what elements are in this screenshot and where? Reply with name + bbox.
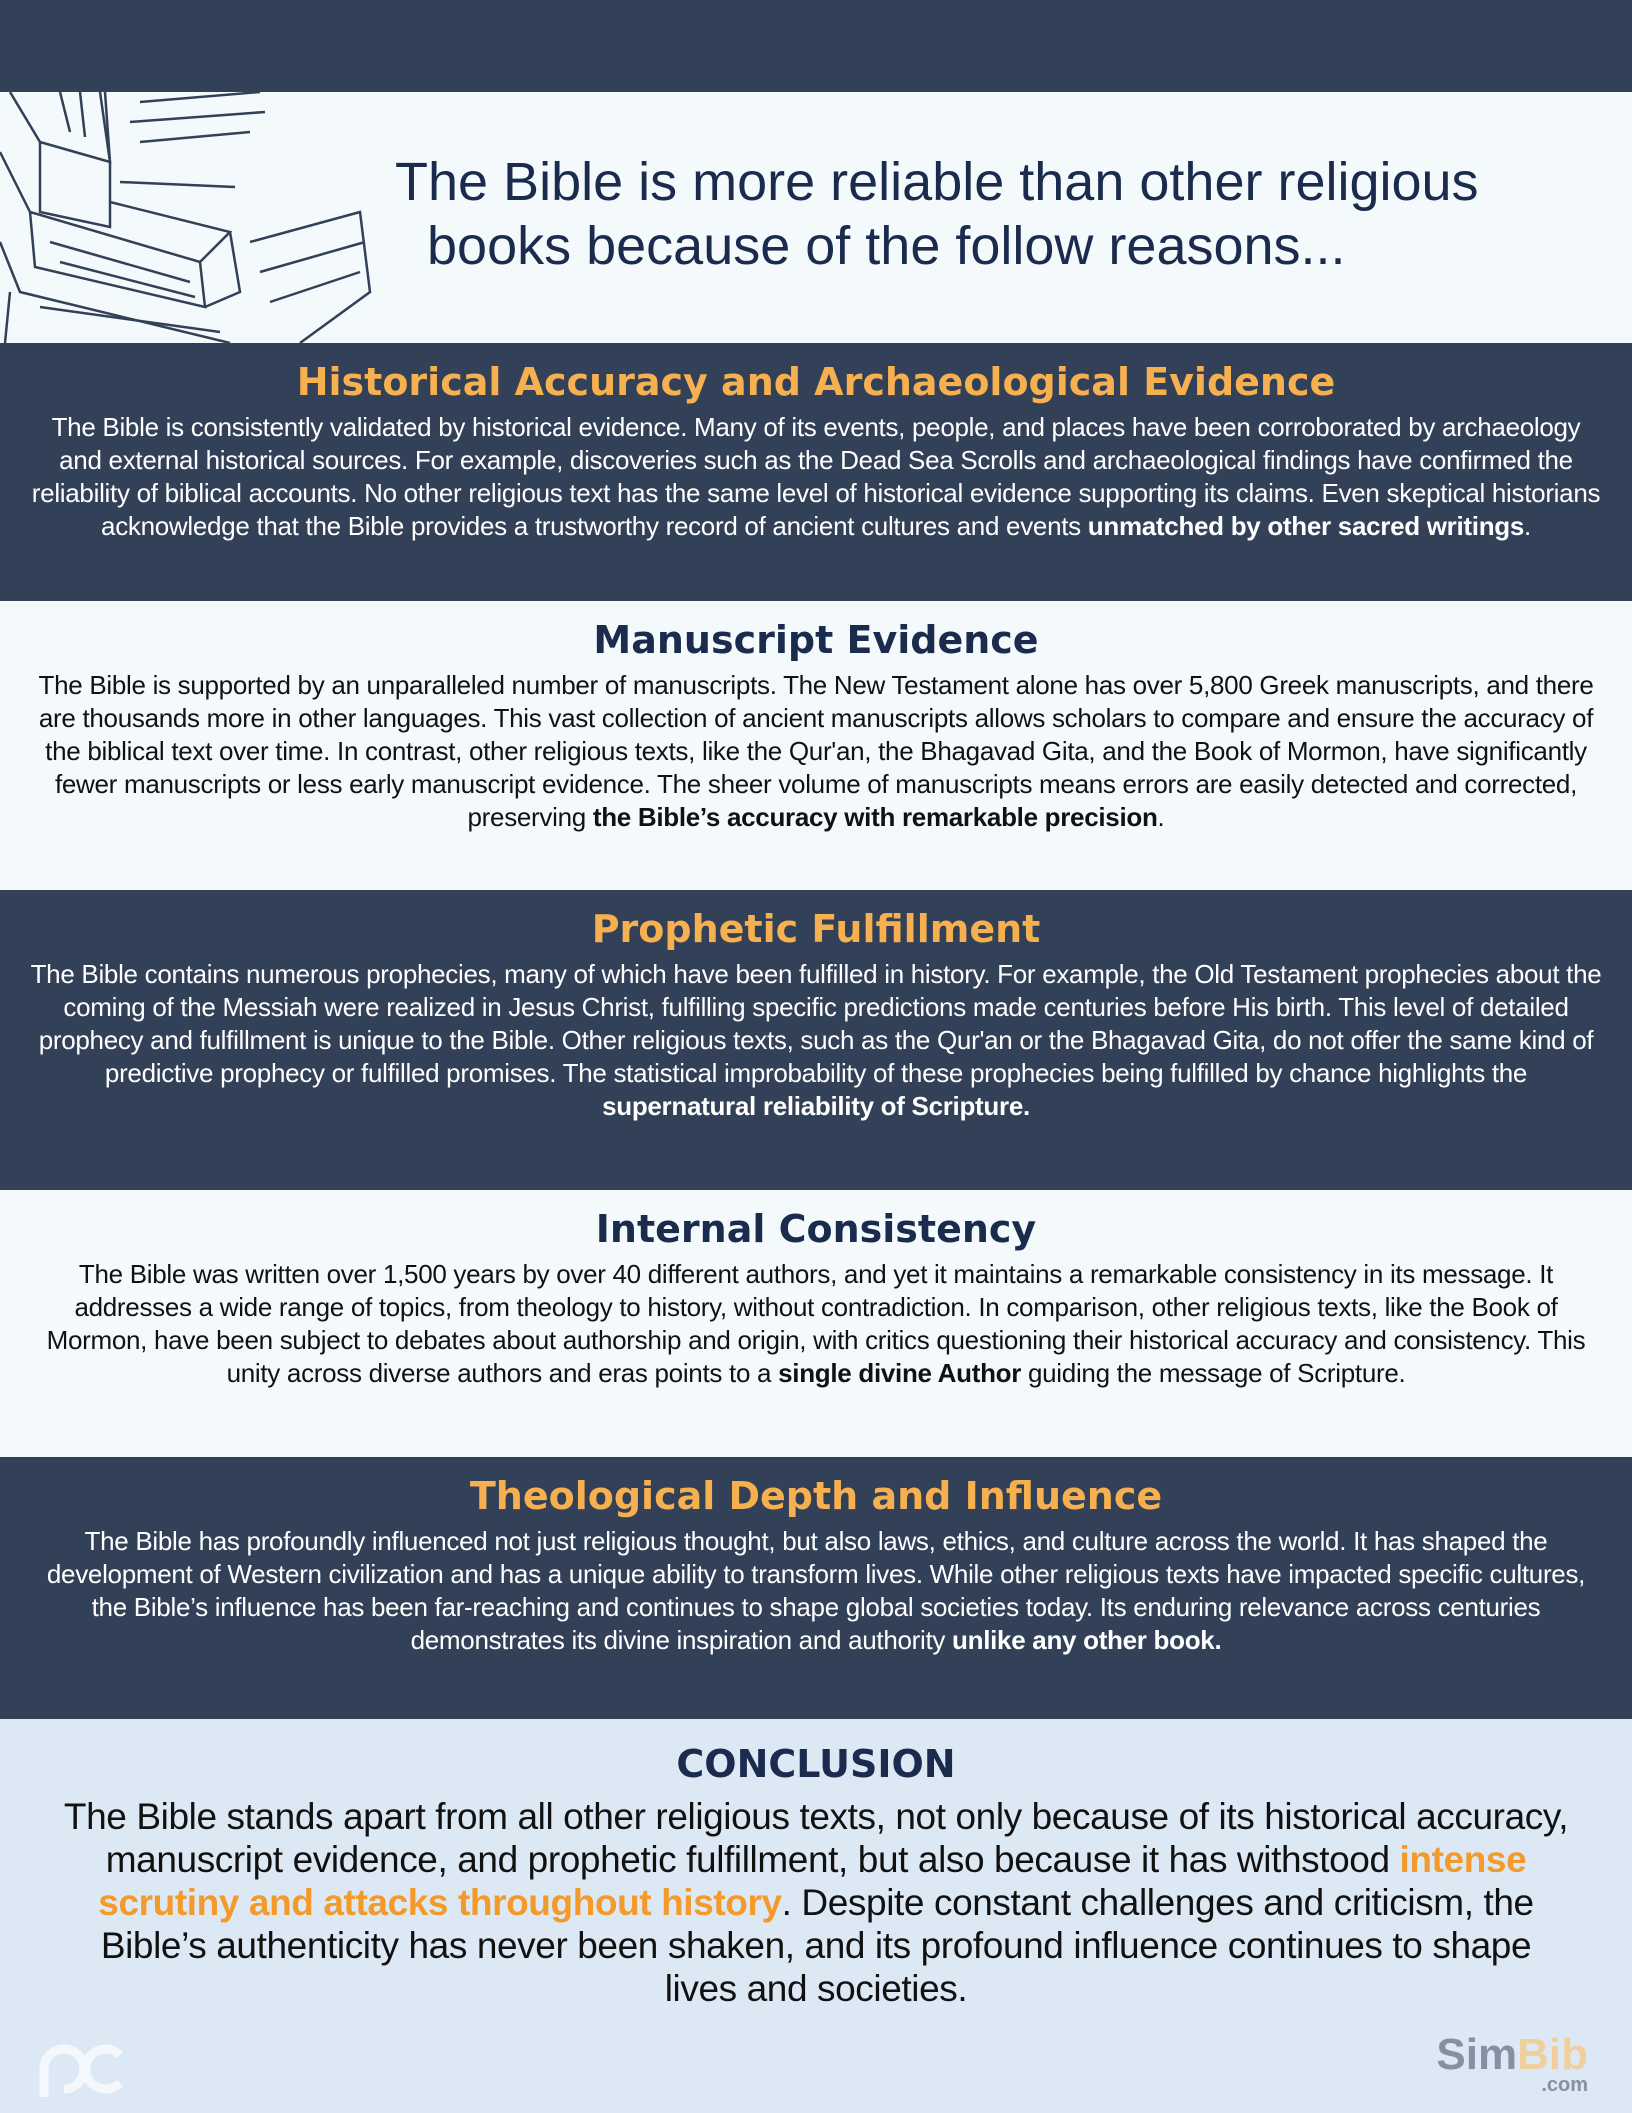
conclusion-section [0, 1719, 1632, 2113]
emphasis: unlike any other book. [952, 1625, 1222, 1655]
section-body [30, 411, 1602, 543]
emphasis: supernatural reliability of Scripture. [602, 1091, 1030, 1121]
section-internal-consistency [0, 1190, 1632, 1457]
stacked-books-illustration [0, 92, 375, 343]
footer-logos [60, 2030, 1588, 2097]
section-manuscript-evidence [0, 601, 1632, 890]
body-text: The Bible stands apart from all other religious texts, not only because of its historical accuracy, manuscript evidence, and prophetic fulfillment, but also because it has withstood [63, 1796, 1569, 1880]
body-text: The Bible has profoundly influenced not just religious thought, but also laws, ethics, and culture across the world. It has shaped the development of Western civilization and has a unique ability to transform lives. While other religious texts have impacted specific cultures, the Bible’s influence has been far-reaching and continues to shape global societies today. Its enduring relevance across centuries demonstrates its divine inspiration and authority [46, 1526, 1586, 1655]
section-prophetic-fulfillment [0, 890, 1632, 1190]
section-theological-depth [0, 1457, 1632, 1719]
logo-bib: Bib [1517, 2030, 1588, 2079]
section-body [30, 958, 1602, 1123]
logo-com: .com [1541, 2074, 1588, 2096]
section-body [30, 1525, 1602, 1657]
pc-logo-icon [36, 2041, 126, 2097]
section-heading: Internal Consistency [595, 1207, 1037, 1251]
section-body [30, 669, 1602, 834]
section-heading: Prophetic Fulfillment [591, 907, 1041, 951]
section-heading: Manuscript Evidence [593, 618, 1039, 662]
page-title [395, 150, 1595, 278]
body-text: The Bible was written over 1,500 years by over 40 different authors, and yet it maintains a remarkable consistency in its message. It addresses a wide range of topics, from theology to history, without contradiction. In comparison, other religious texts, like the Book of Mormon, have been subject to debates about authorship and origin, with critics questioning their historical accuracy and consistency. This unity across diverse authors and eras points to a [46, 1259, 1586, 1388]
section-heading: Historical Accuracy and Archaeological Evidence [296, 360, 1336, 404]
body-text: The Bible is supported by an unparalleled number of manuscripts. The New Testament alone has over 5,800 Greek manuscripts, and there are thousands more in other languages. This vast collection of ancient manuscripts allows scholars to compare and ensure the accuracy of the biblical text over time. In contrast, other religious texts, like the Qur'an, the Bhagavad Gita, and the Book of Mormon, have significantly fewer manuscripts or less early manuscript evidence. The sheer volume of manuscripts means errors are easily detected and corrected, preserving [38, 670, 1594, 832]
emphasis: unmatched by other sacred writings [1087, 511, 1525, 541]
highlight-text: intense scrutiny and attacks throughout history [98, 1839, 1527, 1923]
emphasis: single divine Author [778, 1358, 1022, 1388]
logo-sim: Sim [1436, 2030, 1518, 2079]
top-banner [0, 0, 1632, 92]
section-historical-accuracy [0, 343, 1632, 601]
body-text: The Bible is consistently validated by historical evidence. Many of its events, people, and places have been corroborated by archaeology and external historical sources. For example, discoveries such as the Dead Sea Scrolls and archaeological findings have confirmed the reliability of biblical accounts. No other religious text has the same level of historical evidence supporting its claims. Even skeptical historians acknowledge that the Bible provides a trustworthy record of ancient cultures and events [31, 412, 1601, 541]
section-body [30, 1258, 1602, 1390]
title-line-1: The Bible is more reliable than other religious [395, 152, 1479, 212]
title-line-2: books because of the follow reasons... [427, 216, 1346, 276]
section-heading: Theological Depth and Influence [469, 1474, 1163, 1518]
conclusion-heading: CONCLUSION [676, 1742, 956, 1786]
body-text-end: . [1157, 802, 1165, 832]
emphasis: the Bible’s accuracy with remarkable precision [592, 802, 1158, 832]
header [0, 92, 1632, 343]
body-text: The Bible contains numerous prophecies, many of which have been fulfilled in history. For example, the Old Testament prophecies about the coming of the Messiah were realized in Jesus Christ, fulfilling specific predictions made centuries before His birth. This level of detailed prophecy and fulfillment is unique to the Bible. Other religious texts, such as the Qur'an or the Bhagavad Gita, do not offer the same kind of predictive prophecy or fulfilled promises. The statistical improbability of these prophecies being fulfilled by chance highlights the [30, 959, 1602, 1088]
body-text-end: guiding the message of Scripture. [1021, 1358, 1406, 1388]
simbib-logo [1436, 2030, 1588, 2097]
body-text-end: . [1524, 511, 1531, 541]
body-text-end: . Despite constant challenges and criticism, the Bible’s authenticity has never been shaken, and its profound influence continues to shape lives and societies. [100, 1882, 1534, 2009]
conclusion-body [60, 1795, 1572, 2010]
